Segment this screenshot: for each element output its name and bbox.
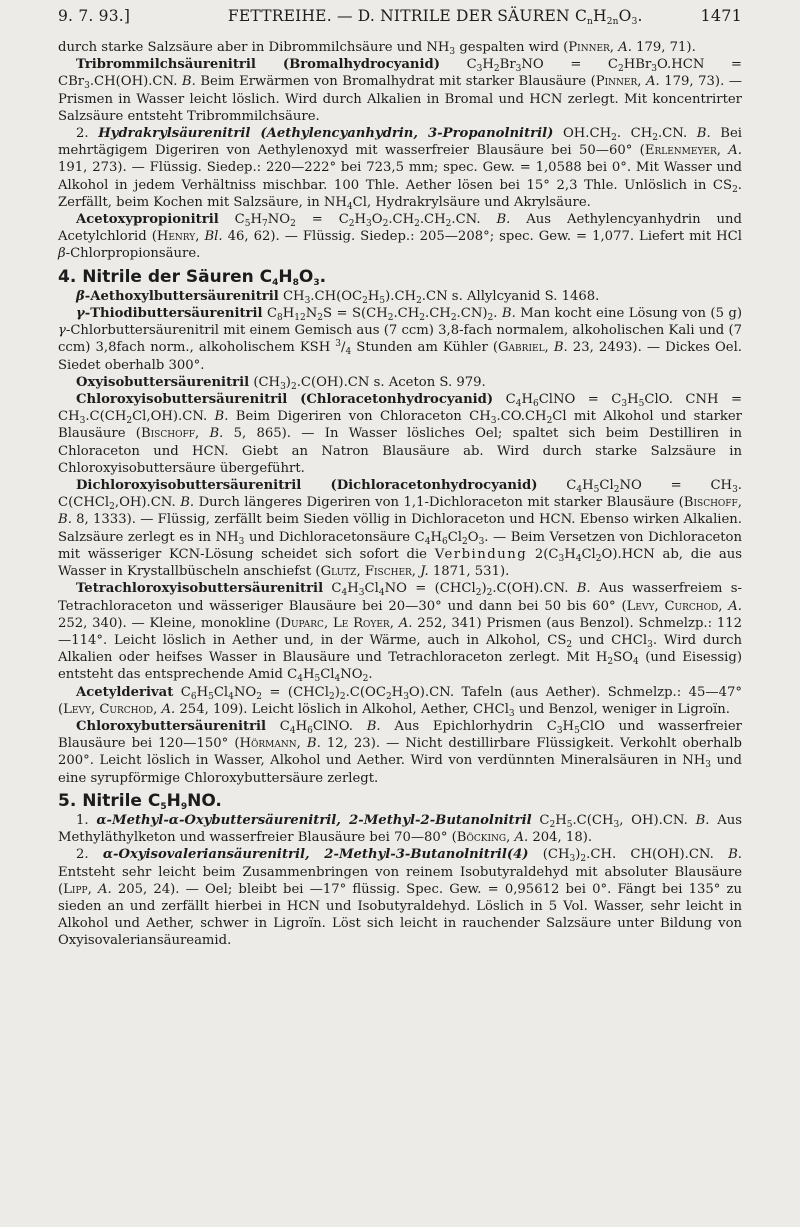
paragraph-oxyisovaleriansaeurenitril: 2. α-Oxyisovaleriansäurenitril, 2-Methyl-3-Butanolnitril(4) $(CH_3)_2.CH$. CH(OH).CN. B. Entsteht sehr leicht beim Zusammenbringen von reinem Isobutyraldehyd mit absoluter Blausäure (Lipp, A. 205, 24). — Oel; bleibt bei —17° flüssig. Spec. Gew. = 0,95612 bei 0°. Fängt bei 135° zu sieden an und zerfällt hierbei in HCN und Isobutyraldehyd. Löslich in 5 Vol. Wasser, sehr leicht in Alkohol und Aether, schwer in Ligroïn. Löst sich leicht in rauchender Salzsäure unter Bildung von Oxyisovaleriansäureamid.: [58, 847, 742, 949]
paragraph-acetoxypropionitril: Acetoxypropionitril $C_5H_7NO_2 = C_2H_3O_2.CH_2.CH_2.CN$. B. Aus Aethylencyanhydrin und Acetylchlorid (Henry, Bl. 46, 62). — Flüssig. Siedep.: 205—208°; spec. Gew. = 1,077. Liefert mit HCl β-Chlorpropionsäure.: [58, 212, 742, 262]
paragraph-aethoxylbuttersaeurenitril: β-Aethoxylbuttersäurenitril $CH_3.CH(OC_2H_5).CH_2.CN$ s. Allylcyanid S. 1468.: [76, 288, 600, 306]
page-number: 1471: [700, 6, 742, 25]
document-body: [58, 39, 742, 950]
header-title: FETTREIHE. — D. NITRILE DER SÄUREN $C_nH_{2n}O_3$.: [227, 7, 643, 27]
paragraph-tribrommilchsaeurenitril: Tribrommilchsäurenitril (Bromalhydrocyanid) $C_3H_2Br_3NO = C_2HBr_3O.HCN = CBr_3.CH(OH).CN$. B. Beim Erwärmen von Bromalhydrat mit starker Blausäure (Pinner, A. 179, 73). — Prismen in Wasser leicht löslich. Wird durch Alkalien in Bromal und HCN zerlegt. Mit koncentrirter Salzsäure entsteht Tribrommilchsäure.: [58, 57, 742, 124]
header-date: 9. 7. 93.]: [58, 7, 131, 25]
paragraph-acetylderivat: Acetylderivat $C_6H_5Cl_4NO_2$ = $(CHCl_2)_2.C(OC_2H_3O).CN$. Tafeln (aus Aether). Schmelzp.: 45—47° (Levy, Curchod, A. 254, 109). Leicht löslich in Alkohol, Aether, CHCl$_3$ und Benzol, weniger in Ligroïn.: [58, 684, 742, 719]
paragraph-intro: durch starke Salzsäure aber in Dibrommilchsäure und $NH_3$ gespalten wird (Pinner, A. 179, 71).: [58, 40, 696, 57]
paragraph-thiodibuttersaeurenitril: γ-Thiodibuttersäurenitril $C_8H_{12}N_2S = S(CH_2.CH_2.CH_2.CN)_2$. B. Man kocht eine Lösung von (5 g) γ-Chlorbuttersäurenitril mit einem Gemisch aus (7 ccm) 3,8-fach normalem, alkoholischen Kali und (7 ccm) 3,8fach norm., alkoholischem KSH $^3/_4$ Stunden am Kühler (Gabriel, B. 23, 2493). — Dickes Oel. Siedet oberhalb 300°.: [58, 306, 742, 373]
section-heading-5: 5. Nitrile $C_5H_9NO$.: [58, 790, 222, 812]
paragraph-hydrakrylsaeurenitril: 2. Hydrakrylsäurenitril (Aethylencyanhydrin, 3-Propanolnitril) $OH.CH_2$. $CH_2.CN$. B. Bei mehrtägigem Digeriren von Aethylenoxyd mit wasserfreier Blausäure bei 50—60° (Erlenmeyer, A. 191, 273). — Flüssig. Siedep.: 220—222° bei 723,5 mm; spec. Gew. = 1,0588 bei 0°. Mit Wasser und Alkohol in jedem Verhältniss mischbar. 100 Thle. Aether lösen bei 15° 2,3 Thle. Unlöslich in $CS_2$. Zerfällt, beim Kochen mit Salzsäure, in $NH_4Cl$, Hydrakrylsäure und Akrylsäure.: [58, 126, 742, 212]
section-heading-4: 4. Nitrile der Säuren $C_4H_8O_3$.: [58, 266, 327, 288]
paragraph-oxyisobuttersaeurenitril: Oxyisobuttersäurenitril $(CH_3)_2.C(OH).CN$ s. Aceton S. 979.: [76, 374, 486, 392]
paragraph-tetrachloroxyisobuttersaeurenitril: Tetrachloroxyisobuttersäurenitril $C_4H_3Cl_4NO$ = $(CHCl_2)_2.C(OH).CN$. B. Aus wasserfreiem s-Tetrachloraceton und wässeriger Blausäure bei 20—30° und dann bei 50 bis 60° (Levy, Curchod, A. 252, 340). — Kleine, monokline (Duparc, Le Royer, A. 252, 341) Prismen (aus Benzol). Schmelzp.: 112—114°. Leicht löslich in Aether und, in der Wärme, auch in Alkohol, $CS_2$ und CHCl$_3$. Wird durch Alkalien oder heifses Wasser in Blausäure und Tetrachloraceton zerlegt. Mit $H_2SO_4$ (und Eisessig) entsteht das entsprechende Amid $C_4H_5Cl_4NO_2$.: [58, 581, 743, 685]
paragraph-dichloroxyisobuttersaeurenitril: Dichloroxyisobuttersäurenitril (Dichloracetonhydrocyanid) $C_4H_5Cl_2NO = CH_3$. C(CHCl$_2$,OH).CN. B. Durch längeres Digeriren von 1,1-Dichloraceton mit starker Blausäure (Bischoff, B. 8, 1333). — Flüssig, zerfällt beim Sieden völlig in Dichloraceton und HCN. Ebenso wirken Alkalien. Salzsäure zerlegt es in $NH_3$ und Dichloracetonsäure $C_4H_6Cl_2O_3$. — Beim Versetzen von Dichloraceton mit wässeriger KCN-Lösung scheidet sich sofort die Verbindung $2(C_3H_4Cl_2O).HCN$ ab, die aus Wasser in Krystallbüscheln anschiefst (Glutz, Fischer, J. 1871, 531).: [58, 478, 742, 580]
paragraph-chloroxyisobuttersaeurenitril: Chloroxyisobuttersäurenitril (Chloracetonhydrocyanid) $C_4H_6ClNO = C_3H_5ClO$. CNH = $CH_3.C(CH_2Cl,OH).CN$. B. Beim Digeriren von Chloraceton $CH_3.CO.CH_2Cl$ mit Alkohol und starker Blausäure (Bischoff, B. 5, 865). — In Wasser lösliches Oel; spaltet sich beim Destilliren in Chloraceton und HCN. Giebt an Natron Blausäure ab. Wird durch starke Salzsäure in Chloroxyisobuttersäure übergeführt.: [58, 392, 742, 476]
paragraph-methyl-oxybuttersaeurenitril: 1. α-Methyl-α-Oxybuttersäurenitril, 2-Methyl-2-Butanolnitril $C_2H_5.C(CH_3$, OH).CN. B. Aus Methyläthylketon und wasserfreier Blausäure bei 70—80° (Böcking, A. 204, 18).: [58, 812, 742, 846]
page-header: [58, 6, 742, 25]
paragraph-chloroxybuttersaeurenitril: Chloroxybuttersäurenitril $C_4H_6ClNO$. B. Aus Epichlorhydrin $C_3H_5ClO$ und wasserfreier Blausäure bei 120—150° (Hörmann, B. 12, 23). — Nicht destillirbare Flüssigkeit. Verkohlt oberhalb 200°. Leicht löslich in Wasser, Alkohol und Aether. Wird von verdünnten Mineralsäuren in $NH_3$ und eine syrupförmige Chloroxybuttersäure zerlegt.: [58, 718, 742, 786]
